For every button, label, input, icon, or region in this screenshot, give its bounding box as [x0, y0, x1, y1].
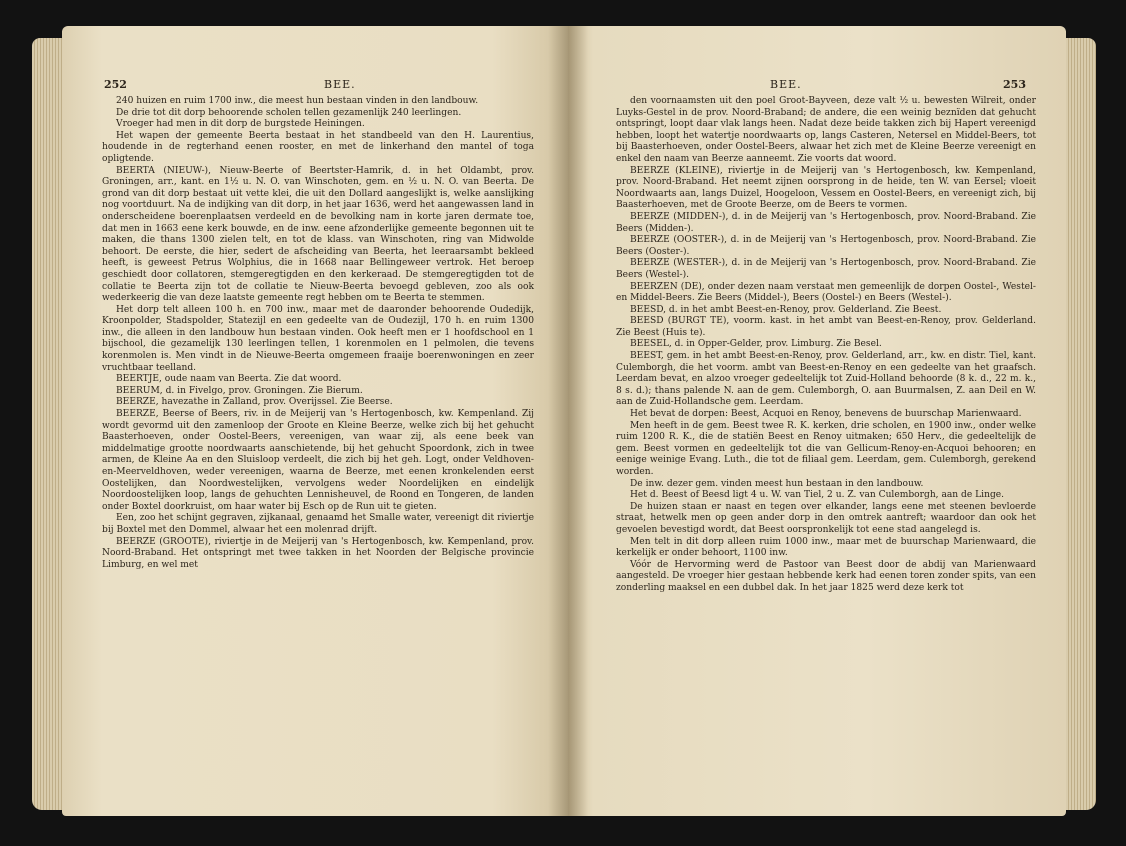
paragraph: BEERZE (GROOTE), riviertje in de Meijerij van 's Hertogenbosch, kw. Kempenland, prov. Noord-Braband. Het ontspringt met twee takken in het Noorden der Belgische provincie Limburg, en wel met: [102, 536, 534, 570]
page-text: [616, 96, 1036, 595]
paragraph: den voornaamsten uit den poel Groot-Bayveen, deze valt ½ u. bewesten Wilreit, onder Luyks-Gestel in de prov. Noord-Braband; de andere, die een weinig beznïden dat gehucht ontspringt, loopt daar vlak langs heen. Nadat deze beide takken zich bij Hapert vereenigd hebben, loopt het watertje noordwaarts op, langs Casteren, Netersel en Middel-Beers, tot bij Baasterhoeven, onder Oostel-Beers, alwaar het zich met de Kleine Beerze vereenigt en enkel den naam van Beerze aanneemt. Zie voorts dat woord.: [616, 96, 1036, 164]
paragraph: BEESD, d. in het ambt Beest-en-Renoy, prov. Gelderland. Zie Beest.: [630, 304, 942, 315]
paragraph: BEERZE (KLEINE), riviertje in de Meijerij van 's Hertogenbosch, kw. Kempenland, prov. Noord-Braband. Het neemt zijnen oorsprong in de heide, ten W. van Eersel; vloeit Noordwaarts aan, langs Duizel, Hoogeloon, Vessem en Oostel-Beers, en vereenigt zich, bij Baasterhoeven, met de Groote Beerze, om de Beers te vormen.: [616, 165, 1036, 211]
paragraph: Het bevat de dorpen: Beest, Acquoi en Renoy, benevens de buurschap Marienwaard.: [630, 409, 1022, 420]
paragraph: BEESD (BURGT TE), voorm. kast. in het ambt van Beest-en-Renoy, prov. Gelderland. Zie Beest (Huis te).: [616, 316, 1036, 338]
paragraph: De drie tot dit dorp behoorende scholen tellen gezamenlijk 240 leerlingen.: [116, 107, 462, 118]
paragraph: BEESEL, d. in Opper-Gelder, prov. Limburg. Zie Besel.: [630, 339, 882, 350]
paragraph: Het wapen der gemeente Beerta bestaat in het standbeeld van den H. Laurentius, houdende in de regterhand eenen rooster, en met de linkerhand den mantel of toga opligtende.: [102, 130, 534, 164]
paragraph: BEERZE (OOSTER-), d. in de Meijerij van 's Hertogenbosch, prov. Noord-Braband. Zie Beers (Ooster-).: [616, 235, 1036, 257]
paragraph: Vroeger had men in dit dorp de burgstede Heiningen.: [116, 119, 365, 130]
left-page: [62, 26, 568, 816]
paragraph: BEERZE (WESTER-), d. in de Meijerij van 's Hertogenbosch, prov. Noord-Braband. Zie Beers (Westel-).: [616, 258, 1036, 280]
paragraph: BEERTA (NIEUW-), Nieuw-Beerte of Beertster-Hamrik, d. in het Oldambt, prov. Groningen, arr., kant. en 1½ u. N. O. van Winschoten, gem. en ½ u. N. O. van Beerta. De grond van dit dorp bestaat uit vette klei, die uit den Dollard aangeslijkt is, welke aanslijking nog voortduurt. Na de indijking van dit dorp, in het jaar 1636, werd het aangewassen land in onderscheidene boerenplaatsen verdeeld en de bevolking nam in korte jaren dermate toe, dat men in 1663 eene kerk bouwde, en de inw. eene afzonderlijke gemeente begonnen uit te maken, die thans 1300 zielen telt, en tot de klass. van Winschoten, ring van Midwolde behoort. De eerste, die hier, sedert de afscheiding van Beerta, het leeraarsambt bekleed heeft, is geweest Petrus Wolphius, die in 1668 naar Bellingeweer vertrok. Het beroep geschiedt door collatoren, stemgeregtigden en den kerkeraad. De stemgeregtigden tot de collatie te Beerta zijn tot de collatie te Nieuw-Beerta bevoegd gebleven, zoo als ook wederkeerig die van deze laatste gemeente regt hebben om te Beerta te stemmen.: [102, 165, 534, 304]
paragraph: BEEST, gem. in het ambt Beest-en-Renoy, prov. Gelderland, arr., kw. en distr. Tiel, kant. Culemborgh, die het voorm. ambt van Beest-en-Renoy en een gedeelte van het graafsch. Leerdam bevat, en alzoo vroeger gedeeltelijk tot Zuid-Holland behoorde (8 k. d., 22 m. k., 8 s. d.); thans palende N. aan de gem. Culemborgh, O. aan Buurmalsen, Z. aan Deil en W. aan de Zuid-Hollandsche gem. Leerdam.: [616, 351, 1036, 408]
right-page: [568, 26, 1066, 816]
running-head: BEE.: [770, 78, 802, 91]
paragraph: Men heeft in de gem. Beest twee R. K. kerken, drie scholen, en 1900 inw., onder welke ruim 1200 R. K., die de statiën Beest en Renoy uitmaken; 650 Herv., die gedeeltelijk de gem. Beest vormen en gedeeltelijk tot die van Gellicum-Renoy-en-Acquoi behooren; en eenige weinige Evang. Luth., die tot de filiaal gem. Leerdam, gem. Culemborgh, gerekend worden.: [616, 420, 1036, 477]
paragraph: BEERZE, havezathe in Zalland, prov. Overijssel. Zie Beerse.: [116, 397, 393, 408]
paragraph: BEERUM, d. in Fivelgo, prov. Groningen. Zie Bierum.: [116, 385, 363, 396]
running-head: BEE.: [324, 78, 356, 91]
paragraph: De inw. dezer gem. vinden meest hun bestaan in den landbouw.: [630, 478, 924, 489]
paragraph: Men telt in dit dorp alleen ruim 1000 inw., maar met de buurschap Marienwaard, die kerkelijk er onder behoort, 1100 inw.: [616, 536, 1036, 559]
paragraph: Een, zoo het schijnt gegraven, zijkanaal, genaamd het Smalle water, vereenigt dit riviertje bij Boxtel met den Dommel, alwaar het een molenrad drijft.: [102, 513, 534, 535]
paragraph: Vóór de Hervorming werd de Pastoor van Beest door de abdij van Marienwaard aangesteld. De vroeger hier gestaan hebbende kerk had eenen toren zonder spits, van een zonderling maaksel en een dubbel dak. In het jaar 1825 werd deze kerk tot: [616, 559, 1036, 593]
paragraph: BEERZE (MIDDEN-), d. in de Meijerij van 's Hertogenbosch, prov. Noord-Braband. Zie Beers (Midden-).: [616, 211, 1036, 234]
page-text: [102, 96, 534, 571]
paragraph: BEERZE, Beerse of Beers, riv. in de Meijerij van 's Hertogenbosch, kw. Kempenland. Zij wordt gevormd uit den zamenloop der Groote en Kleine Beerze, welke zich bij het gehucht Baasterhoeven, onder Oostel-Beers, vereenigen, van waar zij, als eene beek van middelmatige grootte noordwaarts aanschietende, bij het gehucht Spoordonk, zich in twee armen, de Kleine Aa en den Sluisloop verdeelt, die zich bij het geh. Logt, onder Veldhoven-en-Meerveldhoven, weder vereenigen, waarna de Beerze, met eenen kronkelenden eerst Oostelijken, dan Noordwestelijken, vervolgens weder Noordelijken en eindelijk Noordoostelijken loop, langs de gehuchten Lennisheuvel, de Roond en Tongeren, de landen onder Boxtel doorkruist, om haar water bij Esch op de Run uit te gieten.: [102, 409, 534, 512]
paragraph: 240 huizen en ruim 1700 inw., die meest hun bestaan vinden in den landbouw.: [116, 96, 479, 106]
book-gutter: [548, 26, 588, 816]
page-number: 252: [104, 78, 127, 91]
paragraph: Het dorp telt alleen 100 h. en 700 inw., maar met de daaronder behoorende Oudedijk, Kroonpolder, Stadspolder, Statezijl en een gedeelte van de Oudezijl, 170 h. en ruim 1300 inw., die alleen in den landbouw hun bestaan vinden. Ook heeft men er 1 hoofdschool en 1 bijschool, die gezamelijk 130 leerlingen tellen, 1 korenmolen en 1 pelmolen, die tevens korenmolen is. Men vindt in de Nieuwe-Beerta omgemeen fraaije boerenwoningen en zeer vruchtbaar teelland.: [102, 304, 534, 373]
paragraph: Het d. Beest of Beesd ligt 4 u. W. van Tiel, 2 u. Z. van Culemborgh, aan de Linge.: [630, 490, 1005, 501]
paragraph: De huizen staan er naast en tegen over elkander, langs eene met steenen bevloerde straat, hetwelk men op geen ander dorp in den omtrek aantreft; waardoor dan ook het gevoelen bevestigd wordt, dat Beest oorspronkelijk tot eene stad aangelegd is.: [616, 501, 1036, 535]
open-book: [28, 8, 1100, 838]
paragraph: BEERZEN (DE), onder dezen naam verstaat men gemeenlijk de dorpen Oostel-, Westel- en Middel-Beers. Zie Beers (Middel-), Beers (Oostel-) en Beers (Westel-).: [616, 281, 1036, 304]
page-number: 253: [1003, 78, 1026, 91]
paragraph: BEERTJE, oude naam van Beerta. Zie dat woord.: [116, 374, 342, 385]
